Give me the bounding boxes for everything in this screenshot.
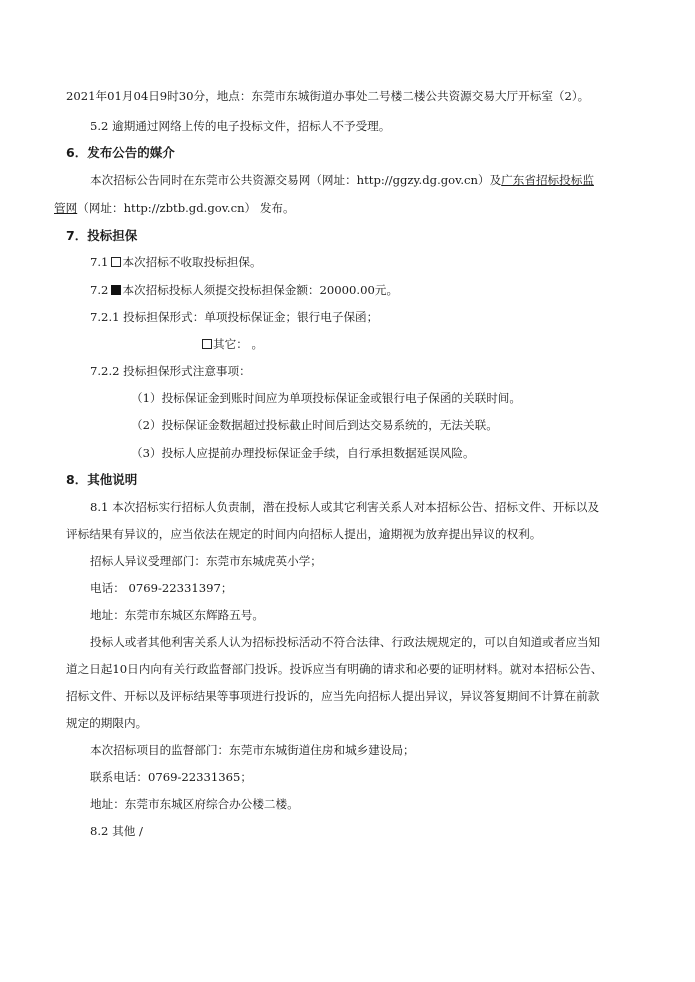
paragraph-line: 8.1 本次招标实行招标人负责制，潜在投标人或其它利害关系人对本招标公告、招标文件、开标以及 [90, 500, 600, 514]
checkbox-unchecked-icon [202, 339, 212, 349]
clause-number: 7.2 [90, 283, 109, 297]
paragraph-line [90, 282, 398, 298]
paragraph-line: 2021年01月04日9时30分，地点：东莞市东城街道办事处二号楼二楼公共资源交易大厅开标室（2）。 [66, 89, 590, 103]
paragraph-line: 招标人异议受理部门：东莞市东城虎英小学； [90, 554, 322, 568]
paragraph-line [54, 200, 295, 216]
paragraph-line: 本次招标项目的监督部门：东莞市东城街道住房和城乡建设局； [90, 743, 415, 757]
checkbox-checked-icon [111, 285, 121, 295]
paragraph-line: （3）投标人应提前办理投标保证金手续，自行承担数据延误风险。 [131, 446, 475, 460]
paragraph-line: 招标文件、开标以及评标结果等事项进行投诉的，应当先向招标人提出异议，异议答复期间不计算在前款 [66, 689, 600, 703]
paragraph-line: 评标结果有异议的，应当依法在规定的时间内向招标人提出，逾期视为放弃提出异议的权利。 [66, 527, 542, 541]
paragraph-line: （2）投标保证金数据超过投标截止时间后到达交易系统的，无法关联。 [131, 418, 498, 432]
paragraph-line: （1）投标保证金到账时间应为单项投标保证金或银行电子保函的关联时间。 [131, 391, 521, 405]
paragraph-line: 规定的期限内。 [66, 716, 148, 730]
clause-text: 本次招标投标人须提交投标担保金额：20000.00元。 [122, 283, 399, 297]
paragraph-line: 联系电话：0769-22331365； [90, 770, 252, 784]
gd-tendering-link[interactable]: 广东省招标投标监 [501, 173, 594, 187]
paragraph-line [90, 254, 262, 270]
clause-text: 本次招标不收取投标担保。 [122, 255, 262, 269]
section-heading-7: 7．投标担保 [66, 228, 138, 243]
paragraph-line [90, 172, 594, 188]
paragraph-line: 7.2.2 投标担保形式注意事项： [90, 364, 251, 378]
paragraph-text: 本次招标公告同时在东莞市公共资源交易网（网址：http://ggzy.dg.gov.cn）及 [90, 173, 502, 187]
paragraph-line: 地址：东莞市东城区府综合办公楼二楼。 [90, 797, 299, 811]
paragraph-line: 5.2 逾期通过网络上传的电子投标文件，招标人不予受理。 [90, 119, 391, 133]
gd-tendering-link-cont[interactable]: 管网 [54, 201, 78, 215]
paragraph-line: 道之日起10日内向有关行政监督部门投诉。投诉应当有明确的请求和必要的证明材料。就对本招标公告、 [66, 662, 603, 676]
clause-text: 其它： 。 [213, 337, 264, 351]
section-heading-6: 6．发布公告的媒介 [66, 145, 175, 160]
paragraph-line: 7.2.1 投标担保形式：单项投标保证金；银行电子保函； [90, 310, 379, 324]
paragraph-line: 电话： 0769-22331397； [90, 581, 233, 595]
paragraph-line: 投标人或者其他利害关系人认为招标投标活动不符合法律、行政法规规定的，可以自知道或者应当知 [90, 635, 601, 649]
paragraph-line: 8.2 其他 / [90, 824, 143, 838]
checkbox-unchecked-icon [111, 257, 121, 267]
paragraph-text: （网址：http://zbtb.gd.gov.cn） 发布。 [77, 201, 295, 215]
section-heading-8: 8．其他说明 [66, 472, 138, 487]
paragraph-line: 地址：东莞市东城区东辉路五号。 [90, 608, 264, 622]
paragraph-line [199, 336, 263, 352]
clause-number: 7.1 [90, 255, 109, 269]
